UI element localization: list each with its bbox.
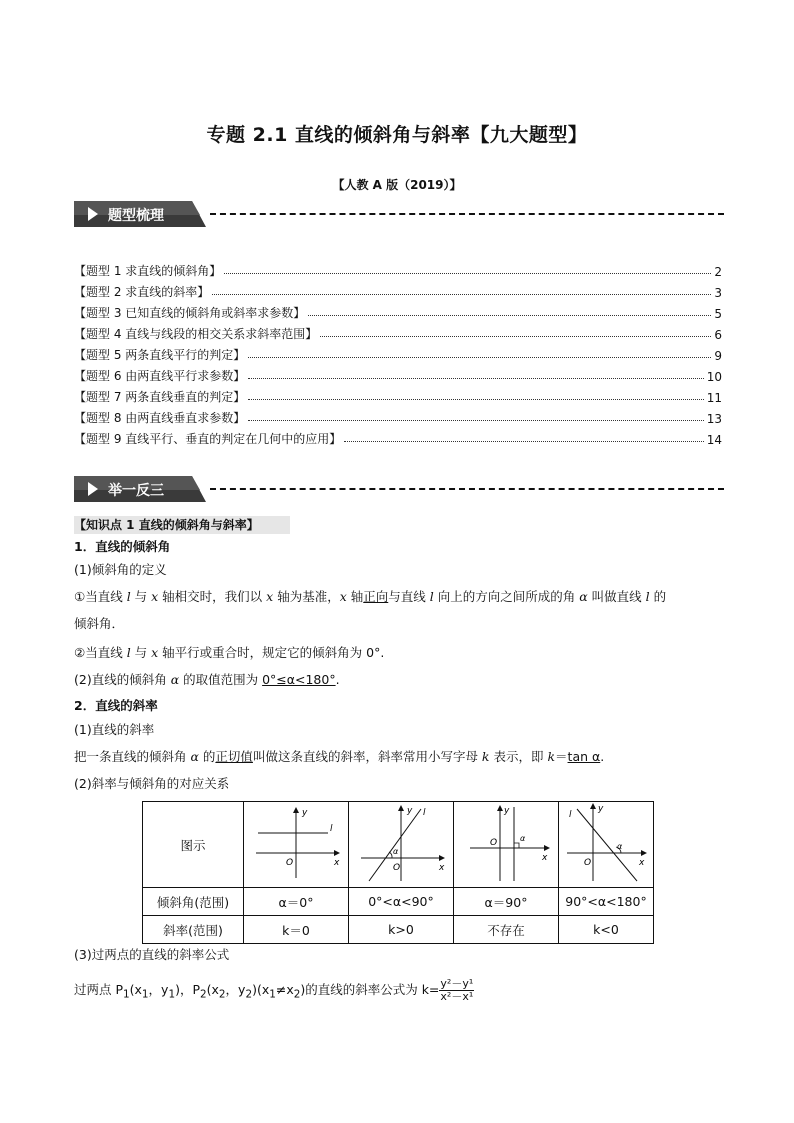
toc-item[interactable]: [74, 405, 722, 426]
toc-item[interactable]: [74, 384, 722, 405]
svg-text:l: l: [330, 824, 333, 834]
svg-text:y: y: [598, 804, 604, 814]
dashed-divider: [210, 488, 724, 490]
svg-text:α: α: [520, 834, 526, 843]
graph-horizontal-line: [246, 803, 346, 883]
slope-cell: 不存在: [454, 916, 559, 944]
svg-text:x: x: [542, 853, 548, 863]
svg-text:x: x: [439, 863, 445, 873]
angle-cell: 90°<α<180°: [559, 888, 654, 916]
diagram-cell: [349, 802, 454, 888]
svg-text:y: y: [504, 806, 510, 816]
svg-text:O: O: [286, 858, 294, 868]
toc-label: 【题型 2 求直线的斜率】: [74, 285, 210, 299]
heading-inclination: 1．直线的倾斜角: [74, 539, 171, 554]
toc-page: 14: [706, 433, 722, 447]
page-title: 专题 2.1 直线的倾斜角与斜率【九大题型】: [206, 124, 588, 146]
toc-leader: [308, 315, 711, 316]
paragraph: 倾斜角．: [74, 616, 125, 631]
svg-text:O: O: [490, 838, 498, 848]
toc-leader: [248, 420, 703, 421]
heading-slope: 2．直线的斜率: [74, 698, 158, 713]
graph-vertical-line: [456, 803, 556, 883]
diagram-cell: [244, 802, 349, 888]
toc-label: 【题型 3 已知直线的倾斜角或斜率求参数】: [74, 306, 306, 320]
toc-page: 9: [714, 349, 722, 363]
section-tab: [74, 201, 206, 227]
toc-leader: [248, 357, 711, 358]
paragraph: ②当直线 l 与 x 轴平行或重合时，规定它的倾斜角为 0°.: [74, 645, 385, 660]
slope-cell: k＝0: [244, 916, 349, 944]
svg-text:O: O: [584, 858, 592, 868]
graph-negative-slope: [559, 803, 653, 883]
row-header: 倾斜角(范围): [143, 888, 244, 916]
toc-label: 【题型 5 两条直线平行的判定】: [74, 348, 246, 362]
toc-label: 【题型 4 直线与线段的相交关系求斜率范围】: [74, 327, 318, 341]
row-header: 斜率(范围): [143, 916, 244, 944]
svg-text:l: l: [423, 808, 426, 818]
toc-label: 【题型 8 由两直线垂直求参数】: [74, 411, 246, 425]
svg-text:l: l: [569, 810, 572, 820]
toc-page: 3: [714, 286, 722, 300]
paragraph: (2)斜率与倾斜角的对应关系: [74, 776, 230, 791]
angle-cell: α＝0°: [244, 888, 349, 916]
toc-item[interactable]: [74, 342, 722, 363]
toc-label: 【题型 1 求直线的倾斜角】: [74, 264, 222, 278]
toc-page: 13: [706, 412, 722, 426]
paragraph: ①当直线 l 与 x 轴相交时，我们以 x 轴为基准，x 轴正向与直线 l 向上的方向之间所成的角 α 叫做直线 l 的: [74, 589, 667, 604]
toc-leader: [320, 336, 711, 337]
paragraph: (1)直线的斜率: [74, 722, 155, 737]
diagram-cell: [559, 802, 654, 888]
slope-angle-table: [142, 801, 654, 944]
svg-text:x: x: [639, 858, 645, 868]
toc-item[interactable]: [74, 363, 722, 384]
page-subtitle: 【人教 A 版（2019）】: [332, 178, 462, 192]
knowledge-point-label: 【知识点 1 直线的倾斜角与斜率】: [74, 516, 290, 534]
svg-text:x: x: [334, 858, 340, 868]
paragraph: 把一条直线的倾斜角 α 的正切值叫做这条直线的斜率，斜率常用小写字母 k 表示，即 k＝tan α.: [74, 749, 605, 764]
section-header-toc: [74, 201, 724, 227]
section-header-practice: [74, 476, 724, 502]
row-header: 图示: [143, 802, 244, 888]
svg-text:O: O: [393, 863, 401, 873]
section-tab: [74, 476, 206, 502]
paragraph: (3)过两点的直线的斜率公式: [74, 947, 230, 962]
slope-cell: k<0: [559, 916, 654, 944]
toc-label: 【题型 7 两条直线垂直的判定】: [74, 390, 246, 404]
section-title-toc: 题型梳理: [108, 208, 164, 224]
toc-label: 【题型 9 直线平行、垂直的判定在几何中的应用】: [74, 432, 342, 446]
paragraph: (2)直线的倾斜角 α 的取值范围为 0°≤α<180°.: [74, 672, 340, 687]
play-arrow-icon: [88, 207, 98, 221]
toc-item[interactable]: [74, 258, 722, 279]
svg-text:y: y: [302, 808, 308, 818]
diagram-cell: [454, 802, 559, 888]
slope-cell: k>0: [349, 916, 454, 944]
toc-leader: [344, 441, 703, 442]
toc-page: 11: [706, 391, 722, 405]
toc-page: 10: [706, 370, 722, 384]
toc-item[interactable]: [74, 321, 722, 342]
dashed-divider: [210, 213, 724, 215]
toc-page: 2: [714, 265, 722, 279]
toc-item[interactable]: [74, 279, 722, 300]
angle-cell: 0°<α<90°: [349, 888, 454, 916]
toc-leader: [224, 273, 711, 274]
toc-item[interactable]: [74, 300, 722, 321]
svg-text:y: y: [407, 806, 413, 816]
table-of-contents: [74, 258, 722, 447]
angle-cell: α＝90°: [454, 888, 559, 916]
paragraph: (1)倾斜角的定义: [74, 562, 167, 577]
toc-page: 5: [714, 307, 722, 321]
graph-positive-slope: [351, 803, 451, 883]
toc-leader: [248, 399, 703, 400]
svg-text:α: α: [617, 842, 623, 851]
play-arrow-icon: [88, 482, 98, 496]
toc-item[interactable]: [74, 426, 722, 447]
section-title-practice: 举一反三: [108, 483, 164, 499]
toc-label: 【题型 6 由两直线平行求参数】: [74, 369, 246, 383]
toc-leader: [212, 294, 711, 295]
toc-leader: [248, 378, 703, 379]
slope-fraction: $\frac{\text{y²－y¹}}{\text{x²－x¹}}$: [440, 977, 474, 1003]
svg-text:α: α: [393, 847, 399, 856]
slope-formula: 过两点 $P_1(x_1$，$y_1$)，$P_2(x_2$，$y_2)(x_1\ne x_2)$的直线的斜率公式为 k= $\frac{\text{y²－y¹}}{\text{x²－x¹}}$: [74, 977, 474, 1003]
toc-page: 6: [714, 328, 722, 342]
